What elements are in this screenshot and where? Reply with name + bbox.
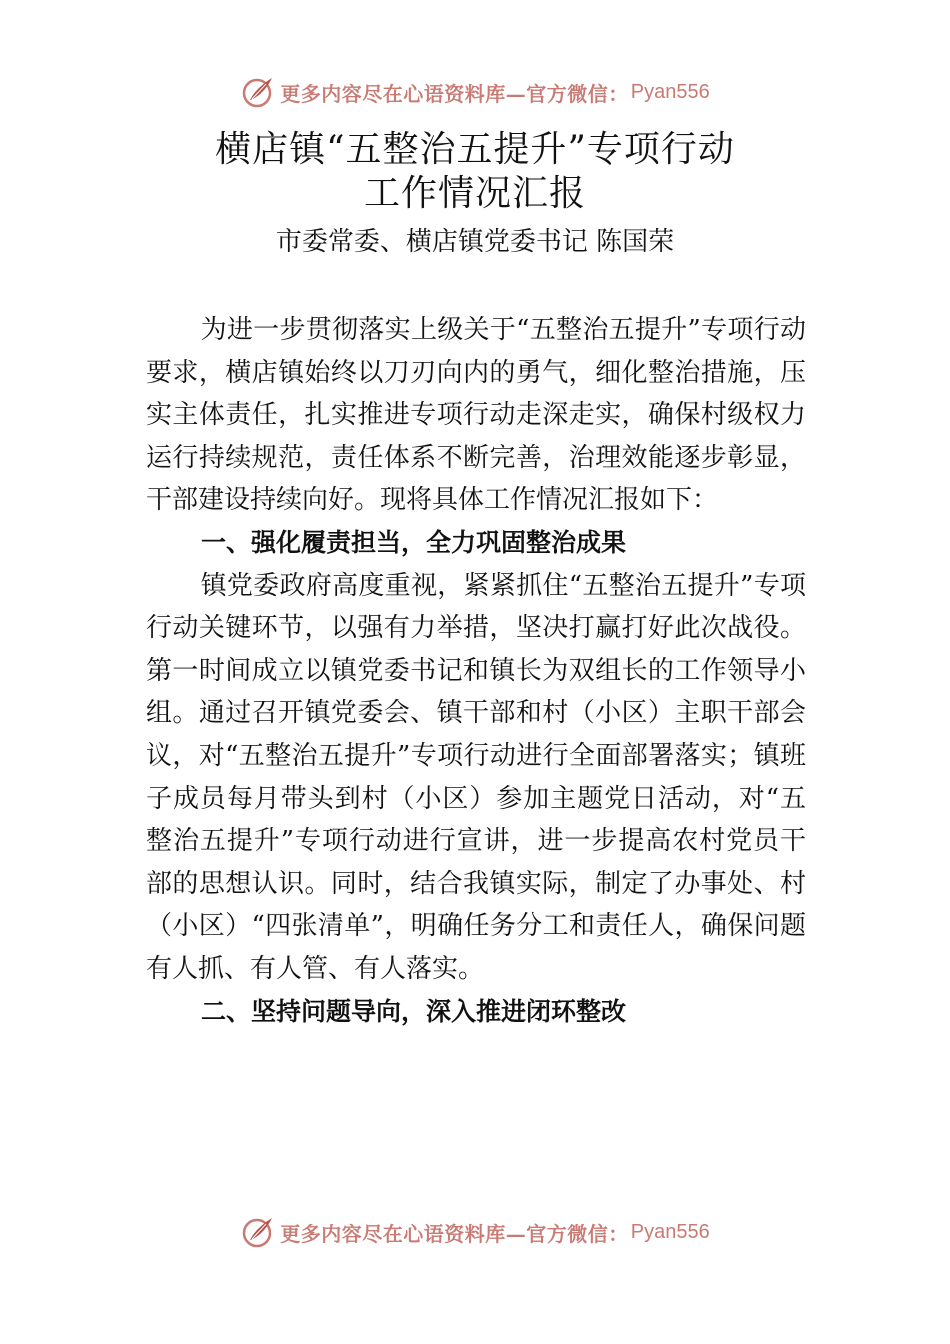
document-title-line-1: 横店镇“五整治五提升”专项行动: [215, 129, 735, 170]
watermark-text: 更多内容尽在心语资料库—官方微信：: [280, 81, 629, 106]
watermark-text: 更多内容尽在心语资料库—官方微信：: [280, 1221, 629, 1246]
watermark-wechat-id: Pyan556: [630, 1220, 710, 1243]
section-2-heading: 二、坚持问题导向，深入推进闭环整改: [201, 996, 627, 1026]
quill-logo-icon: [240, 74, 276, 110]
watermark-banner-top: [0, 70, 950, 114]
watermark-banner-bottom: [0, 1210, 950, 1254]
document-body: [146, 309, 806, 1033]
document-title-line-2: 工作情况汇报: [363, 173, 586, 214]
watermark-wechat-id: Pyan556: [630, 80, 710, 103]
section-1-heading: 一、强化履责担当，全力巩固整治成果: [201, 527, 627, 557]
document-author: 市委常委、横店镇党委书记 陈国荣: [275, 227, 675, 257]
section-1-paragraph: 镇党委政府高度重视，紧紧抓住“五整治五提升”专项行动关键环节，以强有力举措，坚决打赢打好此次战役。第一时间成立以镇党委书记和镇长为双组长的工作领导小组。通过召开镇党委会、镇干部和村（小区）主职干部会议，对“五整治五提升”专项行动进行全面部署落实；镇班子成员每月带头到村（小区）参加主题党日活动，对“五整治五提升”专项行动进行宣讲，进一步提高农村党员干部的思想认识。同时，结合我镇实际，制定了办事处、村（小区）“四张清单”，明确任务分工和责任人，确保问题有人抓、有人管、有人落实。: [146, 570, 806, 984]
quill-logo-icon: [240, 1214, 276, 1250]
intro-paragraph: 为进一步贯彻落实上级关于“五整治五提升”专项行动要求，横店镇始终以刀刃向内的勇气，细化整治措施，压实主体责任，扎实推进专项行动走深走实，确保村级权力运行持续规范，责任体系不断完善，治理效能逐步彰显，干部建设持续向好。现将具体工作情况汇报如下：: [146, 315, 806, 516]
